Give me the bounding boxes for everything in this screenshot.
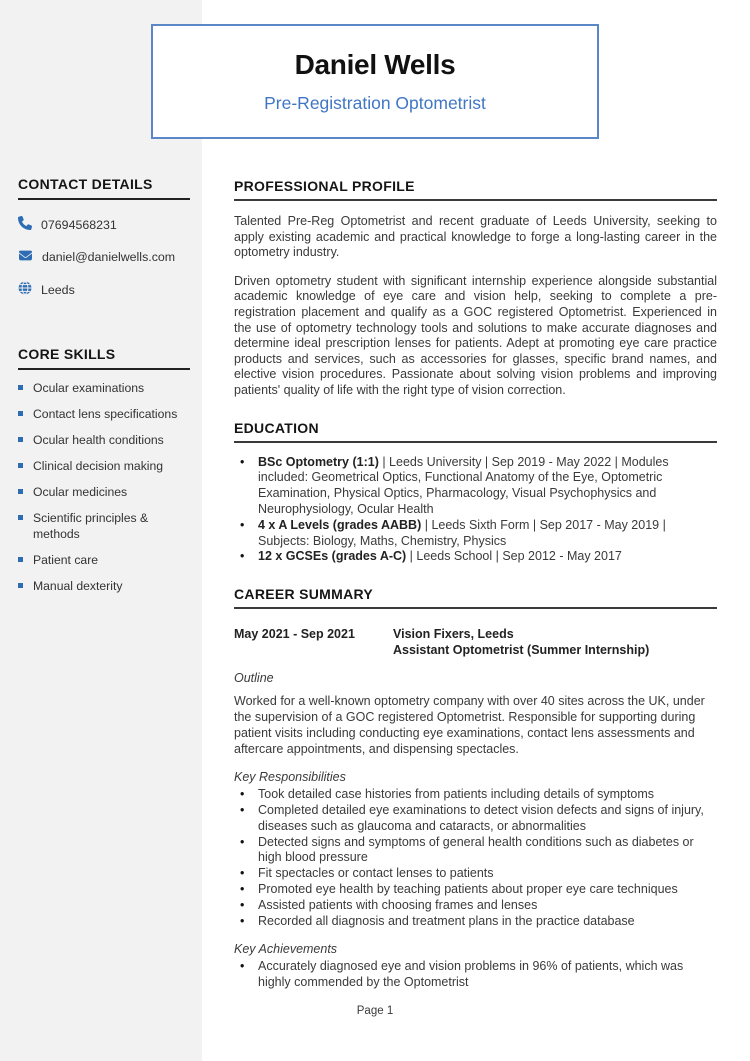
contact-item-phone	[18, 216, 190, 233]
skill-label: Ocular medicines	[33, 485, 128, 499]
contact-details-section	[18, 176, 190, 298]
skill-item	[18, 552, 190, 568]
profile-paragraph-2: Driven optometry student with significant internship experience alongside substantial academic knowledge of eye care and vision help, seeking to complete a pre-registration placement and qualify as a GOC registered Optometrist. Experienced in the use of optometry technology tools and solutions to make accurate diagnoses and determine ideal prescription lenses for patients. Adept at promoting eye care practice products and services, such as accessories for glasses, specific brand names, and elective vision procedures. Passionate about solving vision problems and improving patients' quality of life with the right type of vision correction.	[234, 273, 717, 397]
person-name: Daniel Wells	[294, 49, 456, 80]
bullet-dot-icon	[234, 882, 258, 898]
education-item	[234, 518, 717, 550]
responsibility-text: Completed detailed eye examinations to detect vision defects and signs of injury, diseases such as glaucoma and cataracts, or abnormalities	[258, 803, 704, 833]
person-job-title: Pre-Registration Optometrist	[264, 93, 486, 113]
skill-label: Patient care	[33, 553, 99, 567]
skill-label: Ocular examinations	[33, 381, 145, 395]
professional-profile-section	[234, 178, 717, 399]
outline-label: Outline	[234, 671, 274, 686]
globe-icon	[18, 281, 32, 298]
profile-paragraph-1: Talented Pre-Reg Optometrist and recent graduate of Leeds University, seeking to apply existing academic and practical knowledge to forge a long-lasting career in the optometry industry.	[234, 214, 717, 260]
education-item	[234, 455, 717, 518]
skill-label: Contact lens specifications	[33, 407, 178, 421]
bullet-dot-icon	[234, 914, 258, 930]
bullet-dot-icon	[234, 898, 258, 914]
responsibility-text: Detected signs and symptoms of general health conditions such as diabetes or high blood pressure	[258, 834, 694, 865]
bullet-square-icon	[18, 489, 23, 494]
skill-label: Clinical decision making	[33, 459, 164, 473]
responsibility-item	[234, 835, 717, 867]
responsibility-text: Recorded all diagnosis and treatment plans in the practice database	[258, 913, 635, 928]
bullet-dot-icon	[234, 455, 258, 518]
envelope-icon	[18, 249, 33, 265]
contact-details-heading: CONTACT DETAILS	[18, 176, 190, 200]
responsibility-item	[234, 787, 717, 803]
bullet-square-icon	[18, 515, 23, 520]
key-achievements-label: Key Achievements	[234, 942, 338, 957]
responsibility-text: Fit spectacles or contact lenses to patients	[258, 866, 494, 881]
job-company: Vision Fixers, Leeds	[393, 627, 514, 642]
job-employer-block	[393, 626, 717, 658]
bullet-dot-icon	[234, 835, 258, 867]
responsibility-item	[234, 803, 717, 835]
key-responsibilities-label: Key Responsibilities	[234, 770, 346, 785]
skill-item	[18, 432, 190, 448]
core-skills-section	[18, 346, 190, 594]
education-item-text: 4 x A Levels (grades AABB) | Leeds Sixth Form | Sep 2017 - May 2019 | Subjects: Biology, Maths, Chemistry, Physics	[258, 517, 666, 548]
education-item-text: 12 x GCSEs (grades A-C) | Leeds School | Sep 2012 - May 2017	[258, 549, 622, 564]
responsibilities-list	[234, 787, 717, 929]
bullet-dot-icon	[234, 803, 258, 835]
core-skills-list	[18, 380, 190, 594]
skill-item	[18, 510, 190, 542]
core-skills-heading: CORE SKILLS	[18, 346, 190, 370]
main-content	[234, 178, 717, 991]
education-item	[234, 549, 717, 565]
bullet-dot-icon	[234, 549, 258, 565]
location-text: Leeds	[41, 282, 75, 297]
job-outline-paragraph: Worked for a well-known optometry company with over 40 sites across the UK, under the supervision of a GOC registered Optometrist. Responsible for supporting during patient visits including conducting eye examinations, contact lens assessments and aftercare appointments, and dispensing spectacles.	[234, 694, 705, 756]
responsibility-item	[234, 898, 717, 914]
job-header	[234, 626, 717, 658]
responsibility-text: Assisted patients with choosing frames and lenses	[258, 897, 538, 912]
education-section	[234, 420, 717, 566]
skill-item	[18, 578, 190, 594]
responsibility-text: Took detailed case histories from patients including details of symptoms	[258, 787, 655, 802]
bullet-square-icon	[18, 411, 23, 416]
page-number: Page 1	[356, 1005, 394, 1017]
responsibility-item	[234, 914, 717, 930]
bullet-dot-icon	[234, 866, 258, 882]
bullet-square-icon	[18, 557, 23, 562]
bullet-square-icon	[18, 437, 23, 442]
skill-item	[18, 458, 190, 474]
responsibility-item	[234, 866, 717, 882]
career-summary-section	[234, 586, 717, 991]
achievement-text: Accurately diagnosed eye and vision problems in 96% of patients, which was highly commended by the Optometrist	[258, 959, 684, 990]
education-heading: EDUCATION	[234, 420, 717, 443]
bullet-square-icon	[18, 583, 23, 588]
education-item-text: BSc Optometry (1:1) | Leeds University | Sep 2019 - May 2022 | Modules included: Geometrical Optics, Functional Anatomy of the Eye, Optometric Examination, Physical Optics, Pharmacology, Visual Psychophysics and Neurophysiology, Ocular Health	[258, 454, 669, 516]
skill-label: Manual dexterity	[33, 579, 123, 593]
skill-label: Ocular health conditions	[33, 433, 164, 447]
professional-profile-heading: PROFESSIONAL PROFILE	[234, 178, 717, 201]
achievement-item	[234, 959, 717, 991]
bullet-square-icon	[18, 385, 23, 390]
skill-item	[18, 380, 190, 396]
job-dates: May 2021 - Sep 2021	[234, 627, 355, 642]
education-list	[234, 455, 717, 566]
responsibility-text: Promoted eye health by teaching patients about proper eye care techniques	[258, 882, 678, 897]
skill-label: Scientific principles & methods	[33, 511, 149, 541]
bullet-dot-icon	[234, 959, 258, 991]
phone-icon	[18, 216, 32, 233]
contact-item-email	[18, 249, 190, 265]
contact-list	[18, 216, 190, 298]
skill-item	[18, 406, 190, 422]
career-summary-heading: CAREER SUMMARY	[234, 586, 717, 609]
job-role: Assistant Optometrist (Summer Internship)	[393, 643, 650, 658]
achievements-list	[234, 959, 717, 991]
responsibility-item	[234, 882, 717, 898]
sidebar	[0, 0, 202, 1061]
bullet-square-icon	[18, 463, 23, 468]
contact-item-location	[18, 281, 190, 298]
skill-item	[18, 484, 190, 500]
header-name-box	[151, 24, 599, 139]
phone-number: 07694568231	[41, 217, 117, 232]
bullet-dot-icon	[234, 518, 258, 550]
email-address: daniel@danielwells.com	[42, 250, 176, 264]
bullet-dot-icon	[234, 787, 258, 803]
